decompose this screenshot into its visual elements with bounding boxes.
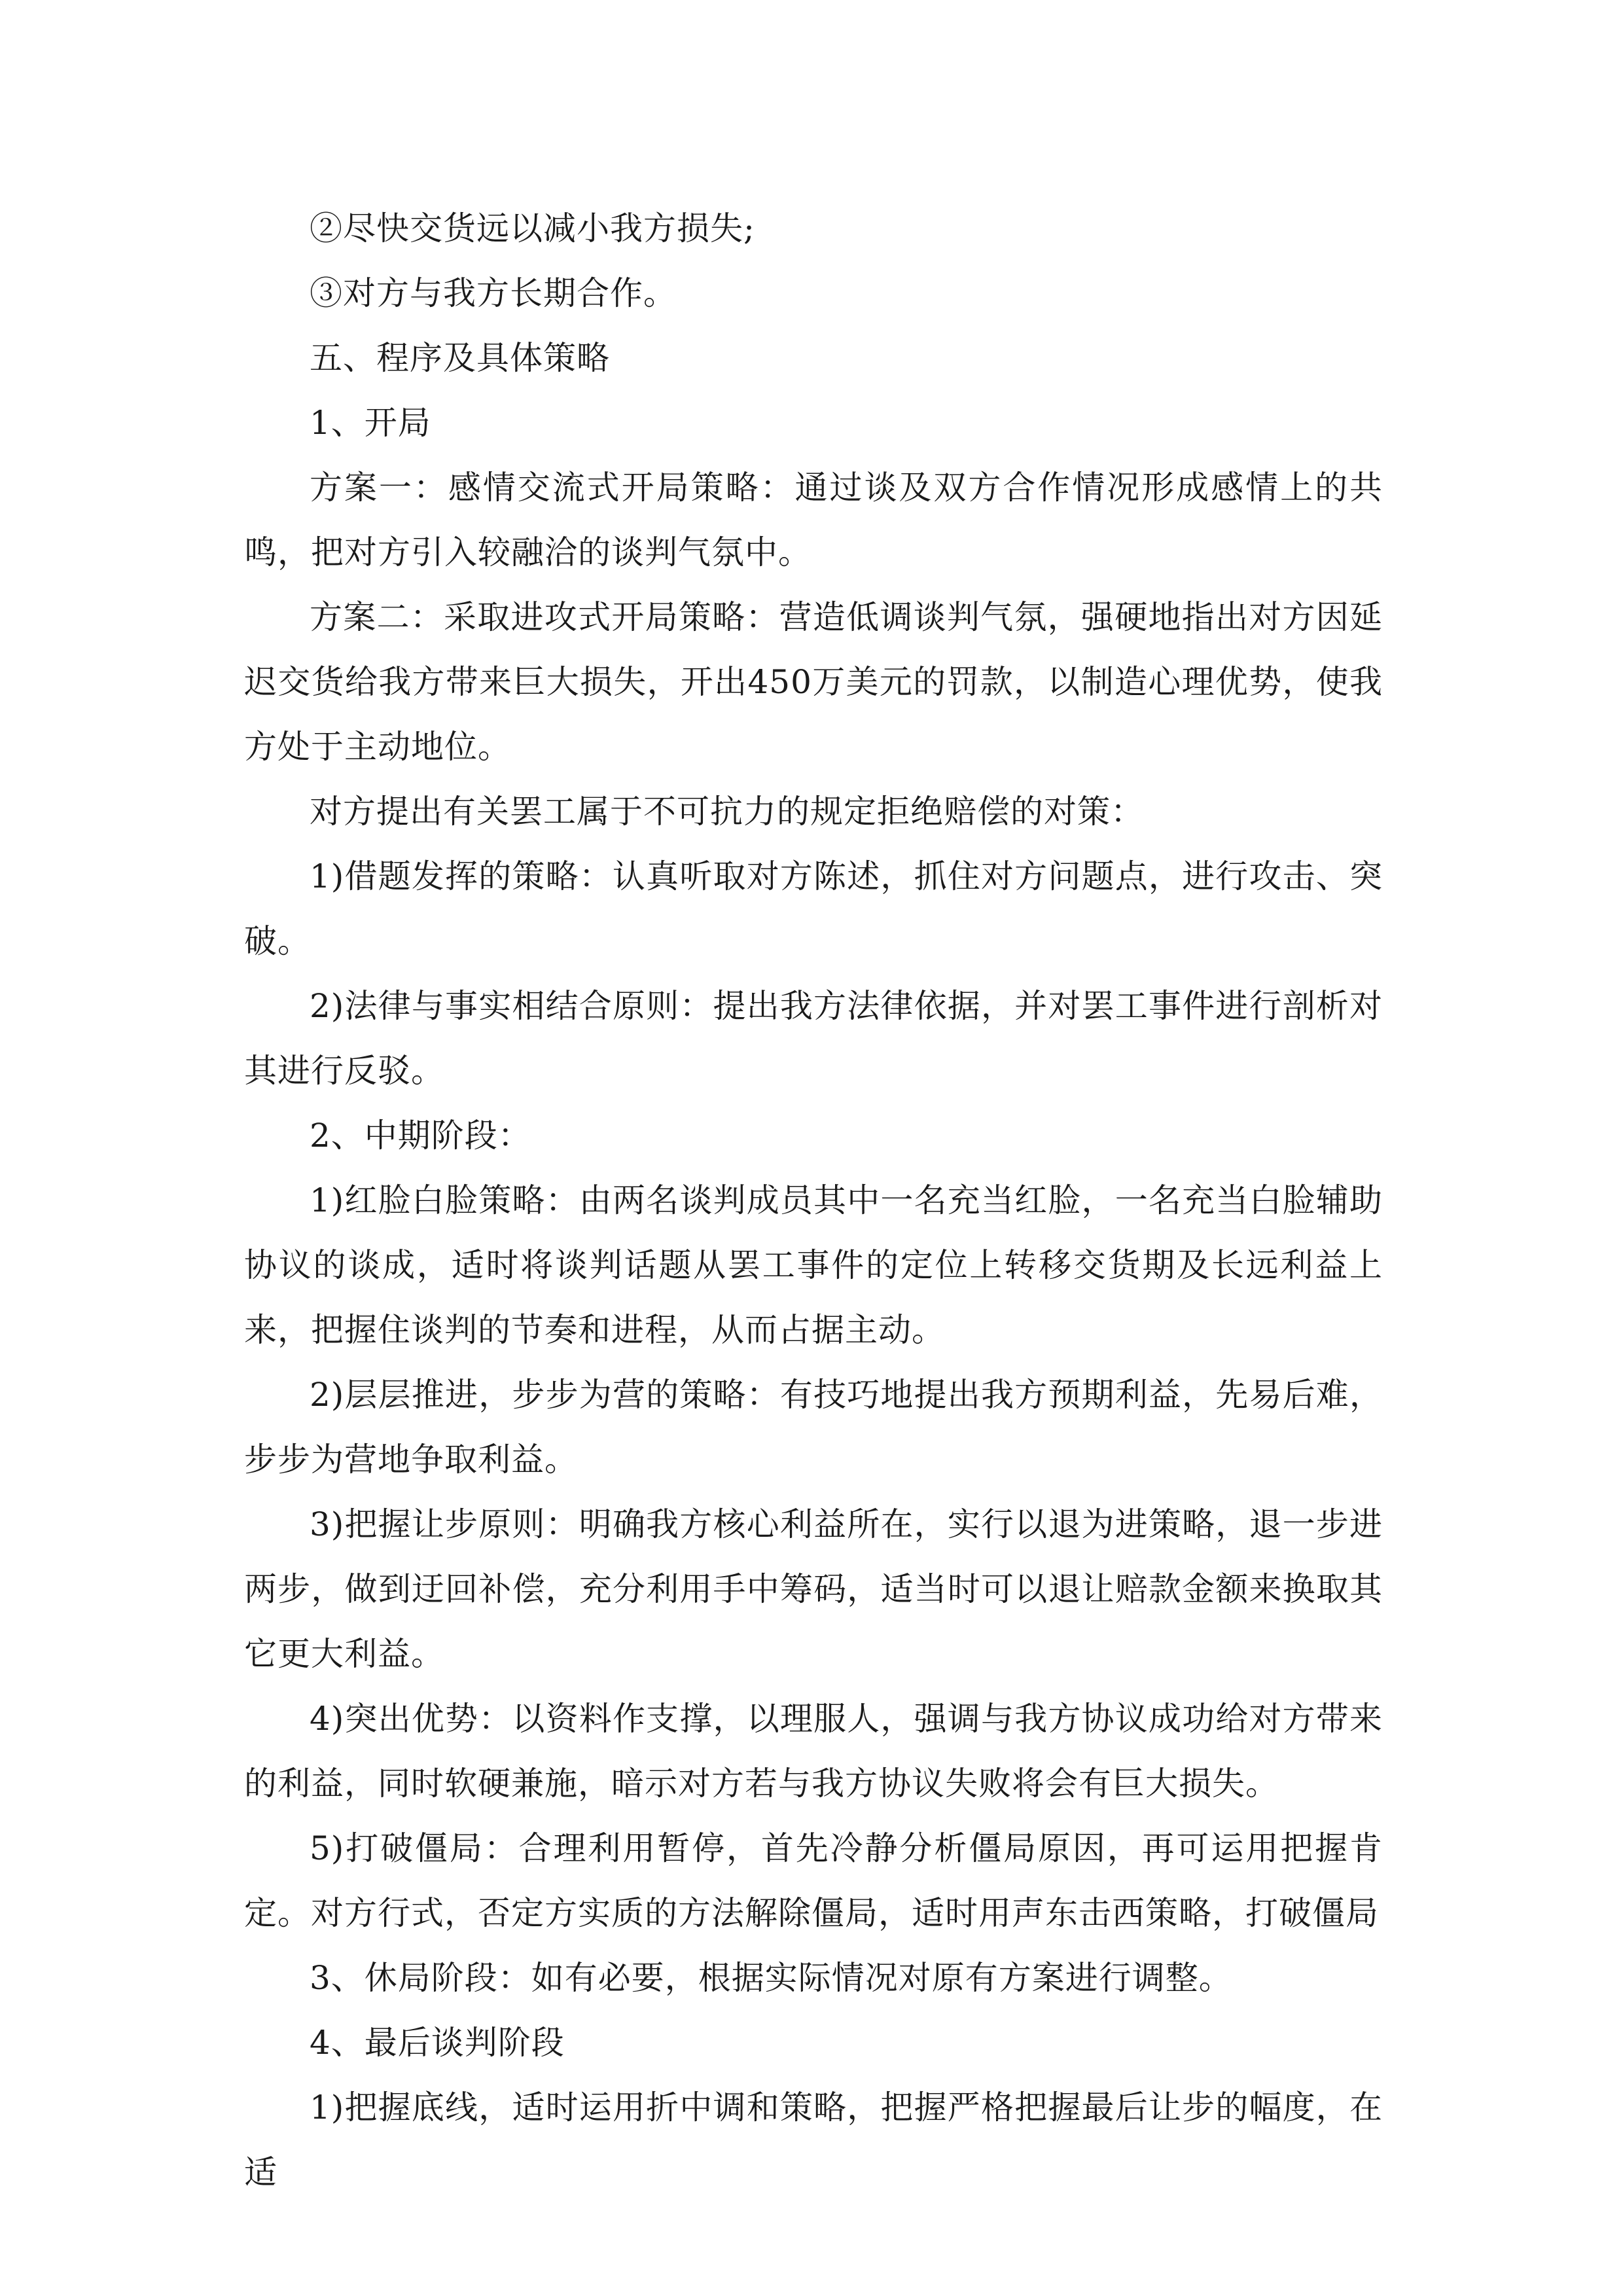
list-item: 1)把握底线，适时运用折中调和策略，把握严格把握最后让步的幅度，在适	[244, 2089, 1383, 2191]
list-item: 5)打破僵局：合理利用暂停，首先冷静分析僵局原因，再可运用把握肯定。对方行式，否定方实质的方法解除僵局，适时用声东击西策略，打破僵局	[244, 1829, 1383, 1932]
list-item: 3)把握让步原则：明确我方核心利益所在，实行以退为进策略，退一步进两步，做到迂回补偿，充分利用手中筹码，适当时可以退让赔款金额来换取其它更大利益。	[244, 1505, 1383, 1673]
list-item: 2)法律与事实相结合原则：提出我方法律依据，并对罢工事件进行剖析对其进行反驳。	[244, 987, 1383, 1090]
paragraph: 方案一：感情交流式开局策略：通过谈及双方合作情况形成感情上的共鸣，把对方引入较融洽的谈判气氛中。	[244, 469, 1383, 571]
paragraph: 对方提出有关罢工属于不可抗力的规定拒绝赔偿的对策：	[310, 793, 1144, 831]
paragraph: ②尽快交货远以减小我方损失;	[310, 209, 755, 247]
list-item: 1)红脸白脸策略：由两名谈判成员其中一名充当红脸，一名充当白脸辅助协议的谈成，适时将谈判话题从罢工事件的定位上转移交货期及长远利益上来，把握住谈判的节奏和进程，从而占据主动。	[244, 1181, 1383, 1349]
section-heading: 五、程序及具体策略	[310, 339, 610, 377]
subsection-heading: 3、休局阶段：如有必要，根据实际情况对原有方案进行调整。	[310, 1959, 1232, 1997]
paragraph: 方案二：采取进攻式开局策略：营造低调谈判气氛，强硬地指出对方因延迟交货给我方带来巨大损失，开出450万美元的罚款，以制造心理优势，使我方处于主动地位。	[244, 598, 1383, 766]
list-item: 4)突出优势：以资料作支撑，以理服人，强调与我方协议成功给对方带来的利益，同时软硬兼施，暗示对方若与我方协议失败将会有巨大损失。	[244, 1700, 1383, 1803]
document-body	[244, 196, 1383, 2205]
subsection-heading: 4、最后谈判阶段	[310, 2024, 565, 2062]
subsection-heading: 1、开局	[310, 404, 431, 442]
list-item: 1)借题发挥的策略：认真听取对方陈述，抓住对方问题点，进行攻击、突破。	[244, 857, 1383, 960]
list-item: 2)层层推进，步步为营的策略：有技巧地提出我方预期利益，先易后难，步步为营地争取利益。	[244, 1376, 1383, 1479]
subsection-heading: 2、中期阶段：	[310, 1117, 531, 1155]
paragraph: ③对方与我方长期合作。	[310, 274, 677, 312]
